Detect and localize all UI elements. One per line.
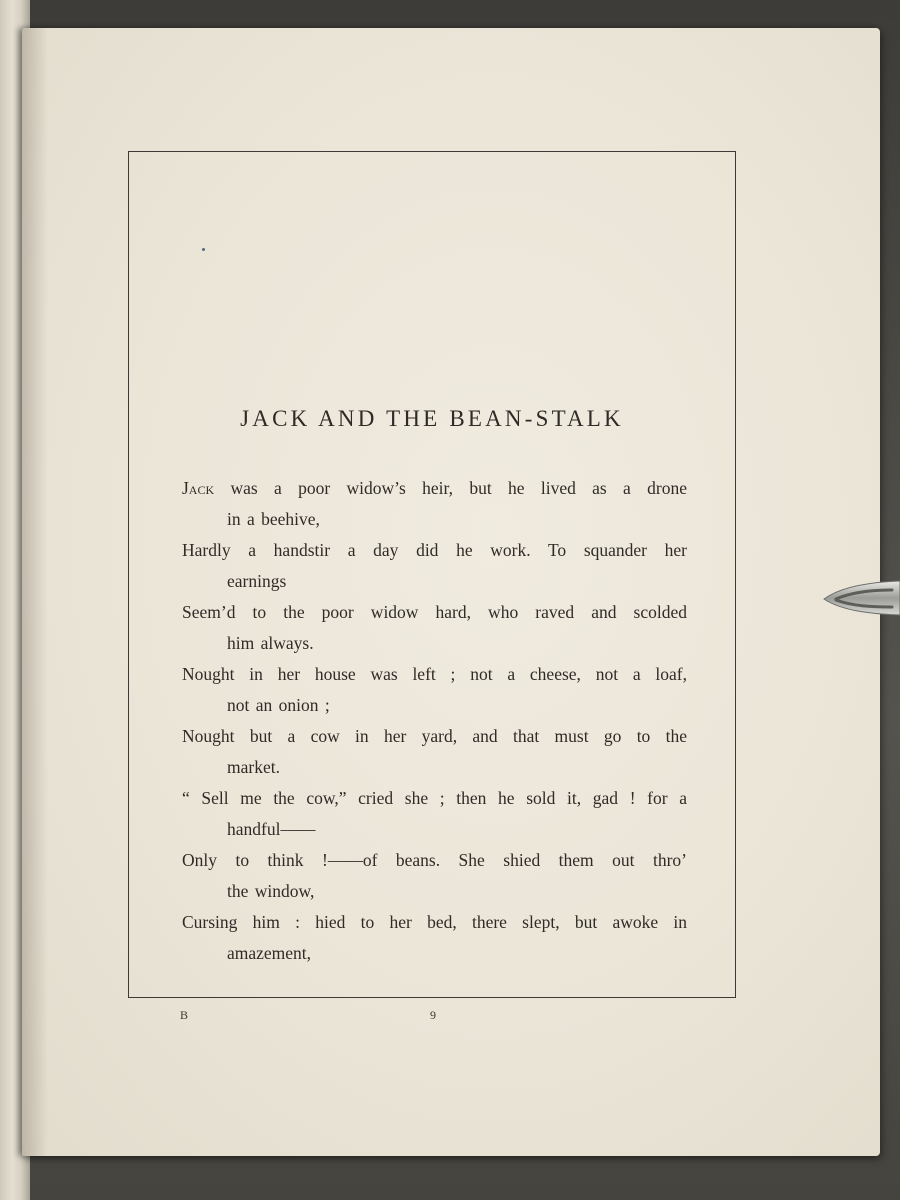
verse-line-group [182,783,687,845]
verse-line: Only to think !——of beans. She shied them out thro’ [182,850,687,870]
verse-line [182,473,687,504]
verse-line-continuation: the window, [227,881,315,901]
verse-line-group [182,473,687,535]
verse-line-group [182,721,687,783]
verse-line: “ Sell me the cow,” cried she ; then he sold it, gad ! for a [182,788,687,808]
verse-line-group [182,659,687,721]
verse-line-continuation: amazement, [227,943,312,963]
ink-speck [202,248,205,251]
verse-line-group [182,535,687,597]
verse-block [182,473,687,969]
metal-bookmark-clip-icon [822,578,900,618]
verse-line-group [182,597,687,659]
verse-line-rest: was a poor widow’s heir, but he lived as a drone [214,478,687,498]
verse-line-continuation: not an onion ; [227,695,330,715]
verse-line: Nought in her house was left ; not a cheese, not a loaf, [182,664,687,684]
book-page [22,28,880,1156]
verse-line: Nought but a cow in her yard, and that must go to the [182,726,687,746]
verse-line-continuation: market. [227,757,280,777]
verse-line-group [182,907,687,969]
verse-line: Seem’d to the poor widow hard, who raved and scolded [182,602,687,622]
verse-line-continuation: handful—— [227,819,316,839]
verse-lead-word: Jack [182,478,215,498]
page-number: 9 [430,1008,436,1022]
verse-line: Cursing him : hied to her bed, there slept, but awoke in [182,912,687,932]
verse-line: Hardly a handstir a day did he work. To squander her [182,540,687,560]
verse-line-group [182,845,687,907]
verse-line-continuation: in a beehive, [227,509,320,529]
signature-mark: B [180,1008,189,1022]
verse-line-continuation: earnings [227,571,287,591]
page-title: JACK AND THE BEAN-STALK [240,406,624,431]
page-gutter-shadow [22,28,48,1156]
verse-line-continuation: him always. [227,633,314,653]
